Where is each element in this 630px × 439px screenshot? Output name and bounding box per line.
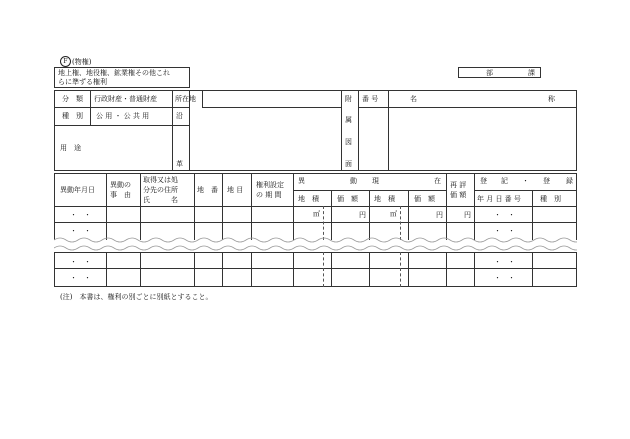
- title-line-1: 地上権、地役権、鉱業権その他これ: [58, 69, 170, 77]
- toki-shubetsu-header: 種 別: [540, 195, 561, 203]
- idou-group-2: 動: [350, 177, 357, 185]
- category-label: (物権): [72, 58, 92, 66]
- row2-toki-date: ・ ・: [494, 227, 515, 235]
- bunrui-value: 行政財産・普通財産: [94, 95, 157, 103]
- chiban-header: 地 番: [197, 186, 218, 194]
- sho-label: 称: [548, 95, 555, 103]
- kagaku-header: 価 額: [337, 195, 358, 203]
- shozaichi-label: 所在地: [175, 95, 196, 103]
- toki-date-header: 年 月 日 番 号: [477, 195, 521, 203]
- row4-toki-date: ・ ・: [494, 274, 515, 282]
- row3-toki-date: ・ ・: [494, 258, 515, 266]
- row1-toki-date: ・ ・: [494, 211, 515, 219]
- fuzoku-2: 属: [345, 116, 352, 124]
- genzai-group-2: 在: [434, 177, 441, 185]
- toki-group-3: ・: [522, 177, 529, 185]
- bango-label: 番 号: [362, 95, 379, 103]
- section-label: 課: [528, 69, 535, 77]
- bunrui-label: 分 類: [62, 95, 83, 103]
- kagaku2-header: 価 額: [414, 195, 435, 203]
- chimoku-header: 地 目: [227, 186, 244, 194]
- mei-label: 名: [410, 95, 417, 103]
- kikan-1: 権利設定: [256, 181, 284, 189]
- row1-yen-2: 円: [436, 211, 443, 219]
- toki-group-5: 録: [566, 177, 573, 185]
- row1-date: ・ ・: [70, 211, 91, 219]
- row1-m2-2: ㎡: [390, 210, 397, 218]
- toki-group-4: 登: [543, 177, 550, 185]
- idou-jiyu-2: 事 由: [110, 191, 131, 199]
- shubetsu-value: 公 用 ・ 公 共 用: [96, 112, 150, 120]
- torokusaki-1: 取得又は処: [143, 176, 178, 184]
- toki-group-2: 記: [501, 177, 508, 185]
- shubetsu-label: 種 別: [62, 112, 83, 120]
- torokusaki-3: 氏 名: [143, 196, 178, 204]
- department-label: 部: [486, 69, 493, 77]
- torokusaki-2: 分先の住所: [143, 186, 178, 194]
- footnote: (注) 本書は、権利の別ごとに別紙とすること。: [60, 293, 213, 301]
- fuzoku-4: 面: [345, 160, 352, 168]
- circle-mark: F: [60, 56, 71, 67]
- row4-date: ・ ・: [70, 274, 91, 282]
- fuzoku-1: 附: [345, 95, 352, 103]
- idou-group-1: 異: [298, 177, 305, 185]
- row2-date: ・ ・: [70, 227, 91, 235]
- kikan-2: の 期 間: [256, 191, 282, 199]
- row1-yen-3: 円: [464, 211, 471, 219]
- idou-date-header: 異動年月日: [60, 186, 95, 194]
- chiseki2-header: 地 積: [374, 195, 395, 203]
- fuzoku-3: 図: [345, 138, 352, 146]
- chiseki-header: 地 積: [298, 195, 319, 203]
- saihyoka-2: 価 額: [450, 191, 467, 199]
- row1-m2: ㎡: [313, 210, 320, 218]
- toki-group-1: 登: [480, 177, 487, 185]
- saihyoka-1: 再 評: [450, 181, 467, 189]
- enkaku-bottom: 革: [176, 160, 183, 168]
- genzai-group-1: 現: [372, 177, 379, 185]
- break-line-2: [54, 244, 577, 254]
- enkaku-top: 沿: [176, 112, 183, 120]
- row3-date: ・ ・: [70, 258, 91, 266]
- title-line-2: らに準ずる権利: [58, 78, 107, 86]
- row1-yen: 円: [359, 211, 366, 219]
- yoto-label: 用 途: [60, 144, 81, 152]
- idou-jiyu-1: 異動の: [110, 181, 131, 189]
